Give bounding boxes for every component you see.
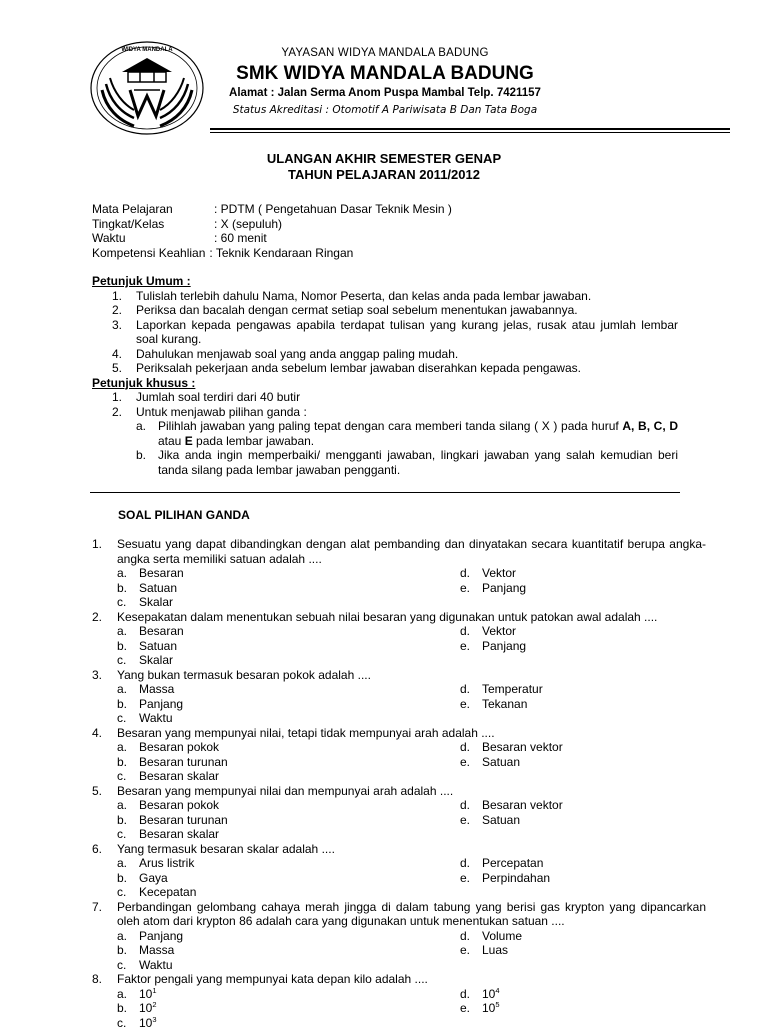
option-text: Panjang [139, 929, 183, 943]
option-letter: c. [117, 958, 139, 973]
option-text: Panjang [482, 639, 526, 653]
option-text: Satuan [482, 755, 520, 769]
option-row [92, 755, 706, 770]
option-a [117, 856, 194, 871]
question-stem [92, 900, 706, 929]
question-item [92, 900, 706, 973]
question-text: Faktor pengali yang mempunyai kata depan kilo adalah .... [117, 972, 428, 986]
info-value: : PDTM ( Pengetahuan Dasar Teknik Mesin ) [214, 202, 452, 216]
option-a [117, 740, 219, 755]
option-d [460, 856, 543, 871]
question-text: Yang bukan termasuk besaran pokok adalah .... [117, 668, 371, 682]
list-item [92, 361, 678, 376]
question-number: 8. [92, 972, 102, 987]
info-label: Mata Pelajaran [92, 202, 214, 217]
list-item [92, 347, 678, 362]
power-exponent: 4 [495, 986, 499, 995]
question-number: 3. [92, 668, 102, 683]
general-instructions-heading: Petunjuk Umum : [92, 274, 678, 289]
power-base: 10 [482, 987, 495, 1001]
option-letter: b. [117, 639, 139, 654]
option-row [92, 1001, 706, 1016]
question-item [92, 668, 706, 726]
option-letter: d. [460, 566, 482, 581]
list-text: Untuk menjawab pilihan ganda : [136, 405, 307, 419]
option-e [460, 639, 526, 654]
question-stem [92, 784, 706, 799]
list-item [92, 405, 678, 420]
power-exponent: 2 [152, 1000, 156, 1009]
header-divider-thick [210, 128, 730, 130]
option-c [117, 1016, 157, 1030]
option-letter: e. [460, 697, 482, 712]
option-letter: d. [460, 798, 482, 813]
option-b [117, 813, 228, 828]
option-row [92, 885, 706, 900]
list-text: Periksalah pekerjaan anda sebelum lembar jawaban diserahkan kepada pengawas. [136, 361, 581, 375]
option-text: Tekanan [482, 697, 527, 711]
exam-title: ULANGAN AKHIR SEMESTER GENAP [0, 152, 768, 167]
list-item [92, 289, 678, 304]
question-item [92, 842, 706, 900]
option-letter: b. [117, 755, 139, 770]
option-b [117, 1001, 157, 1016]
list-text: atau [158, 434, 185, 448]
option-letter: a. [117, 740, 139, 755]
option-letter: d. [460, 740, 482, 755]
logo-text: WIDYA MANDALA [121, 47, 173, 53]
list-number: 1. [112, 390, 122, 405]
question-item-8 [92, 972, 706, 1030]
option-d [460, 740, 563, 755]
option-a [117, 798, 219, 813]
option-row [92, 711, 706, 726]
option-e [460, 871, 550, 886]
option-text: Besaran pokok [139, 740, 219, 754]
option-row [92, 682, 706, 697]
option-letter: a. [117, 929, 139, 944]
accreditation-status: Status Akreditasi : Otomotif A Pariwisata B Dan Tata Boga [200, 103, 570, 118]
option-letter: c. [117, 711, 139, 726]
question-stem [92, 972, 706, 987]
list-text: Dahulukan menjawab soal yang anda anggap paling mudah. [136, 347, 458, 361]
option-row [92, 740, 706, 755]
option-row [92, 929, 706, 944]
option-b [117, 639, 177, 654]
option-e [460, 1001, 500, 1016]
question-number: 4. [92, 726, 102, 741]
special-instructions-list [92, 390, 678, 477]
list-number: 3. [112, 318, 122, 333]
option-letter: c. [117, 885, 139, 900]
option-d [460, 798, 563, 813]
question-number: 6. [92, 842, 102, 857]
option-text: Volume [482, 929, 522, 943]
list-text: Tulislah terlebih dahulu Nama, Nomor Peserta, dan kelas anda pada lembar jawaban. [136, 289, 591, 303]
option-c [117, 827, 219, 842]
list-number: 1. [112, 289, 122, 304]
question-list [92, 537, 706, 1030]
option-e [460, 813, 520, 828]
option-text: Satuan [482, 813, 520, 827]
option-letter: e. [460, 1001, 482, 1016]
option-letter: b. [117, 1001, 139, 1016]
option-row [92, 697, 706, 712]
option-letter: d. [460, 929, 482, 944]
special-instructions-heading: Petunjuk khusus : [92, 376, 678, 391]
option-row [92, 769, 706, 784]
question-text: Perbandingan gelombang cahaya merah jingga di dalam tabung yang berisi gas krypton yang dipancarkan oleh atom dari krypton 86 adalah cara yang digunakan untuk menentukan satuan .... [117, 900, 706, 929]
option-letter: a. [117, 798, 139, 813]
option-letter: a. [117, 624, 139, 639]
option-text: Besaran pokok [139, 798, 219, 812]
option-letter: a. [117, 987, 139, 1002]
option-text: Besaran [139, 624, 184, 638]
option-row [92, 624, 706, 639]
option-text: Satuan [139, 639, 177, 653]
question-text: Kesepakatan dalam menentukan sebuah nilai besaran yang digunakan untuk patokan awal adalah .... [117, 610, 657, 624]
list-text: Periksa dan bacalah dengan cermat setiap soal sebelum menentukan jawabannya. [136, 303, 578, 317]
exam-year: TAHUN PELAJARAN 2011/2012 [0, 168, 768, 183]
list-text: Pilihlah jawaban yang paling tepat dengan cara memberi tanda silang ( X ) pada huruf [158, 419, 622, 433]
general-instructions-list [92, 289, 678, 376]
option-letter: d. [460, 987, 482, 1002]
option-letter: e. [460, 813, 482, 828]
option-row [92, 958, 706, 973]
option-d [460, 624, 516, 639]
option-row [92, 813, 706, 828]
option-row [92, 1016, 706, 1030]
foundation-name: YAYASAN WIDYA MANDALA BADUNG [200, 46, 570, 61]
option-letter: d. [460, 856, 482, 871]
option-row [92, 798, 706, 813]
option-row [92, 943, 706, 958]
option-row [92, 581, 706, 596]
option-row [92, 653, 706, 668]
option-letter: c. [117, 827, 139, 842]
option-letter: b. [117, 871, 139, 886]
option-letter: a. [117, 566, 139, 581]
option-text: Besaran turunan [139, 755, 228, 769]
list-number: a. [136, 419, 146, 434]
question-text: Besaran yang mempunyai nilai dan mempunyai arah adalah .... [117, 784, 453, 798]
option-a [117, 682, 174, 697]
exam-info [92, 202, 452, 260]
option-a [117, 624, 184, 639]
option-b [117, 755, 228, 770]
option-row [92, 827, 706, 842]
info-row-time [92, 231, 452, 246]
power-exponent: 5 [495, 1000, 499, 1009]
option-c [117, 711, 173, 726]
sub-item-b [92, 448, 678, 477]
option-letter: c. [117, 653, 139, 668]
option-text: Skalar [139, 653, 173, 667]
power-exponent: 3 [152, 1015, 156, 1024]
option-text: Arus listrik [139, 856, 194, 870]
list-number: 4. [112, 347, 122, 362]
question-stem [92, 726, 706, 741]
power-exponent: 1 [152, 986, 156, 995]
option-letter: c. [117, 1016, 139, 1030]
option-text: Besaran skalar [139, 827, 219, 841]
option-text: Besaran skalar [139, 769, 219, 783]
option-text: Percepatan [482, 856, 543, 870]
option-d [460, 682, 543, 697]
option-b [117, 581, 177, 596]
question-item [92, 784, 706, 842]
list-text: pada lembar jawaban. [193, 434, 314, 448]
question-item [92, 537, 706, 610]
option-letter: e. [460, 871, 482, 886]
info-value: : X (sepuluh) [214, 217, 282, 231]
question-stem [92, 537, 706, 566]
option-e [460, 755, 520, 770]
question-text: Yang termasuk besaran skalar adalah .... [117, 842, 335, 856]
power-base: 10 [139, 1001, 152, 1015]
option-text: Kecepatan [139, 885, 196, 899]
option-d [460, 987, 500, 1002]
bold-option-e: E [185, 434, 193, 448]
option-text: Vektor [482, 624, 516, 638]
option-a [117, 566, 184, 581]
list-text: Jumlah soal terdiri dari 40 butir [136, 390, 300, 404]
option-e [460, 943, 508, 958]
option-b [117, 871, 168, 886]
option-letter: e. [460, 639, 482, 654]
option-text: Satuan [139, 581, 177, 595]
info-value: : 60 menit [214, 231, 267, 245]
option-d [460, 929, 522, 944]
school-logo [88, 34, 206, 138]
option-row [92, 566, 706, 581]
info-row-competency [92, 246, 452, 261]
question-item [92, 610, 706, 668]
option-text: Perpindahan [482, 871, 550, 885]
list-number: b. [136, 448, 146, 463]
option-letter: b. [117, 943, 139, 958]
list-item [92, 318, 678, 347]
bold-options: A, B, C, D [622, 419, 678, 433]
option-text: Besaran vektor [482, 740, 563, 754]
option-c [117, 958, 173, 973]
option-letter: c. [117, 769, 139, 784]
list-text: Laporkan kepada pengawas apabila terdapat tulisan yang kurang jelas, rusak atau jumlah lembar soal kurang. [136, 318, 678, 347]
option-b [117, 697, 183, 712]
question-number: 5. [92, 784, 102, 799]
sub-item-a [92, 419, 678, 448]
option-row [92, 856, 706, 871]
option-text: Panjang [139, 697, 183, 711]
info-label: Kompetensi Keahlian [92, 246, 205, 261]
school-name: SMK WIDYA MANDALA BADUNG [200, 62, 570, 86]
option-text: Massa [139, 682, 174, 696]
option-text: Luas [482, 943, 508, 957]
instructions [92, 274, 678, 477]
list-number: 2. [112, 303, 122, 318]
option-letter: e. [460, 755, 482, 770]
option-e [460, 697, 527, 712]
list-number: 5. [112, 361, 122, 376]
option-text: Gaya [139, 871, 168, 885]
option-row [92, 639, 706, 654]
option-text: Vektor [482, 566, 516, 580]
section-divider [90, 492, 680, 493]
info-label: Tingkat/Kelas [92, 217, 214, 232]
option-letter: e. [460, 943, 482, 958]
option-letter: c. [117, 595, 139, 610]
option-letter: a. [117, 856, 139, 871]
option-text: Besaran turunan [139, 813, 228, 827]
power-base: 10 [139, 1016, 152, 1030]
question-text: Besaran yang mempunyai nilai, tetapi tidak mempunyai arah adalah .... [117, 726, 495, 740]
option-row [92, 987, 706, 1002]
question-stem [92, 610, 706, 625]
question-item [92, 726, 706, 784]
question-number: 1. [92, 537, 102, 552]
option-text: Skalar [139, 595, 173, 609]
power-base: 10 [139, 987, 152, 1001]
option-c [117, 769, 219, 784]
option-c [117, 885, 196, 900]
option-d [460, 566, 516, 581]
list-number: 2. [112, 405, 122, 420]
option-b [117, 943, 174, 958]
option-text: Massa [139, 943, 174, 957]
question-text: Sesuatu yang dapat dibandingkan dengan alat pembanding dan dinyatakan secara kuantitatif berupa angka-angka serta memiliki satuan adalah .... [117, 537, 706, 566]
question-number: 7. [92, 900, 102, 915]
option-text: Besaran [139, 566, 184, 580]
option-letter: b. [117, 581, 139, 596]
option-e [460, 581, 526, 596]
info-label: Waktu [92, 231, 214, 246]
question-number: 2. [92, 610, 102, 625]
list-item [92, 303, 678, 318]
option-a [117, 929, 183, 944]
option-text: Panjang [482, 581, 526, 595]
option-c [117, 653, 173, 668]
info-value: : Teknik Kendaraan Ringan [209, 246, 353, 260]
option-row [92, 595, 706, 610]
info-row-subject [92, 202, 452, 217]
option-text: Temperatur [482, 682, 543, 696]
option-letter: d. [460, 624, 482, 639]
school-address: Alamat : Jalan Serma Anom Puspa Mambal Telp. 7421157 [200, 86, 570, 101]
option-row [92, 871, 706, 886]
info-row-class [92, 217, 452, 232]
option-a [117, 987, 157, 1002]
question-stem [92, 842, 706, 857]
option-letter: b. [117, 697, 139, 712]
option-text: Besaran vektor [482, 798, 563, 812]
list-item [92, 390, 678, 405]
option-letter: d. [460, 682, 482, 697]
option-c [117, 595, 173, 610]
option-text: Waktu [139, 711, 173, 725]
header-divider-thin [210, 132, 730, 133]
section-title: SOAL PILIHAN GANDA [118, 508, 250, 523]
power-base: 10 [482, 1001, 495, 1015]
question-stem [92, 668, 706, 683]
list-text: Jika anda ingin memperbaiki/ mengganti jawaban, lingkari jawaban yang salah kemudian beri tanda silang pada lembar jawaban pengganti. [158, 448, 678, 477]
option-letter: e. [460, 581, 482, 596]
option-letter: b. [117, 813, 139, 828]
option-letter: a. [117, 682, 139, 697]
option-text: Waktu [139, 958, 173, 972]
